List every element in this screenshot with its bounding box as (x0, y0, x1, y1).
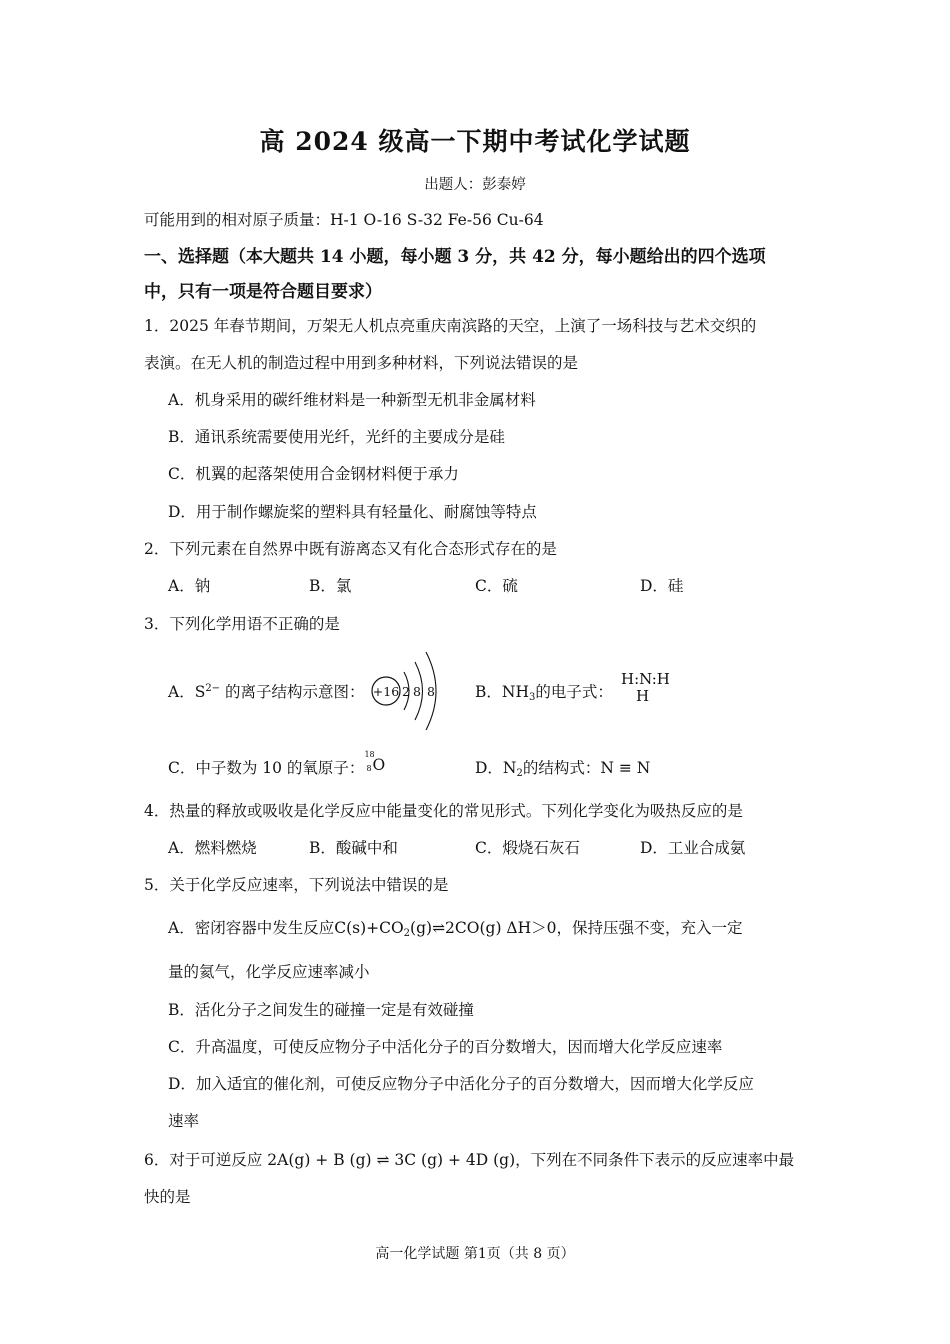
q1-stem-line2: 表演。在无人机的制造过程中用到多种材料，下列说法错误的是 (144, 354, 579, 372)
nucleus-charge: +16 (372, 684, 400, 699)
atomic-masses: 可能用到的相对原子质量：H-1 O-16 S-32 Fe-56 Cu-64 (144, 211, 544, 229)
q3-b-text: 的电子式： (535, 683, 613, 701)
q3-b-sub: 3 (528, 692, 536, 703)
isotope-mass: 18 (364, 750, 375, 759)
q4-option-a: A．燃料燃烧 (168, 839, 257, 857)
q5-option-d-line1: D．加入适宜的催化剂，可使反应物分子中活化分子的百分数增大，因而增大化学反应 (168, 1075, 754, 1093)
author-line: 出题人：彭泰婷 (424, 177, 526, 193)
q3-b-prefix: B．NH (475, 683, 529, 701)
q5-option-a-line1 (168, 916, 743, 939)
q1-option-c: C．机翼的起落架使用合金钢材料便于承力 (168, 465, 459, 483)
oxygen-isotope (364, 750, 386, 776)
shell-electrons-3: 8 (427, 684, 435, 699)
q3-a-prefix: A．S (168, 683, 206, 701)
q5-option-c: C．升高温度，可使反应物分子中活化分子的百分数增大，因而增大化学反应速率 (168, 1038, 723, 1056)
q3-d-sub: 2 (516, 768, 523, 779)
q4-option-c: C．煅烧石灰石 (475, 839, 580, 857)
page-footer: 高一化学试题 第1页（共 8 页） (375, 1246, 575, 1262)
q3-d-formula: N ≡ N (600, 759, 651, 777)
q3-c-text: C．中子数为 10 的氧原子： (168, 759, 365, 777)
nh3-electron-formula-top: H:N:H (621, 670, 670, 688)
q5-stem: 5．关于化学反应速率，下列说法中错误的是 (144, 876, 449, 894)
q5-a-equation-sub: 2 (403, 928, 411, 939)
nh3-electron-formula-bottom: H (636, 687, 650, 705)
q1-option-a: A．机身采用的碳纤维材料是一种新型无机非金属材料 (168, 391, 536, 409)
q5-a-equation-rest: (g)⇌2CO(g) ΔH＞0 (410, 919, 557, 937)
q5-a-equation: C(s)+CO (334, 919, 404, 937)
q1-option-b: B．通讯系统需要使用光纤，光纤的主要成分是硅 (168, 428, 505, 446)
q4-option-d: D．工业合成氨 (640, 839, 746, 857)
q6-stem-line1: 6．对于可逆反应 2A(g) + B (g) ⇌ 3C (g) + 4D (g)，下列在不同条件下表示的反应速率中最 (144, 1151, 795, 1169)
q1-stem-line1: 1．2025 年春节期间，万架无人机点亮重庆南滨路的天空，上演了一场科技与艺术交织的 (144, 317, 757, 335)
q3-stem: 3．下列化学用语不正确的是 (144, 615, 340, 633)
section-heading-line1: 一、选择题（本大题共 14 小题，每小题 3 分，共 42 分，每小题给出的四个选项 (144, 247, 766, 267)
q6-stem-line2: 快的是 (144, 1188, 191, 1206)
q5-option-d-line2: 速率 (168, 1112, 200, 1130)
q4-option-b: B．酸碱中和 (309, 839, 398, 857)
shell-electrons-1: 2 (402, 684, 410, 699)
q2-option-d: D．硅 (640, 577, 684, 595)
q5-a-suffix: ，保持压强不变，充入一定 (556, 919, 743, 937)
q3-option-d (475, 756, 650, 779)
q5-option-a-line2: 量的氦气，化学反应速率减小 (168, 963, 370, 981)
q3-a-charge: 2− (205, 683, 221, 694)
page-title: 高 2024 级高一下期中考试化学试题 (259, 127, 691, 156)
q3-d-prefix: D．N (475, 759, 517, 777)
q2-option-c: C．硫 (475, 577, 518, 595)
q4-stem: 4．热量的释放或吸收是化学反应中能量变化的常见形式。下列化学变化为吸热反应的是 (144, 802, 743, 820)
isotope-atomic-number: 8 (366, 764, 372, 773)
q3-option-b (475, 680, 613, 703)
q3-option-a (168, 680, 365, 702)
q3-d-text: 的结构式： (522, 759, 601, 777)
q3-option-c (168, 750, 386, 778)
q2-option-b: B．氯 (309, 577, 352, 595)
q5-option-b: B．活化分子之间发生的碰撞一定是有效碰撞 (168, 1001, 474, 1019)
q5-a-prefix: A．密闭容器中发生反应 (168, 919, 335, 937)
section-heading-line2: 中，只有一项是符合题目要求） (144, 282, 382, 302)
shell-electrons-2: 8 (413, 684, 421, 699)
q3-a-text: 的离子结构示意图： (225, 683, 365, 701)
q2-option-a: A．钠 (168, 577, 211, 595)
sulfide-ion-structure-diagram (368, 650, 448, 730)
isotope-symbol: O (372, 756, 386, 774)
q1-option-d: D．用于制作螺旋桨的塑料具有轻量化、耐腐蚀等特点 (168, 503, 537, 521)
q2-stem: 2．下列元素在自然界中既有游离态又有化合态形式存在的是 (144, 540, 557, 558)
